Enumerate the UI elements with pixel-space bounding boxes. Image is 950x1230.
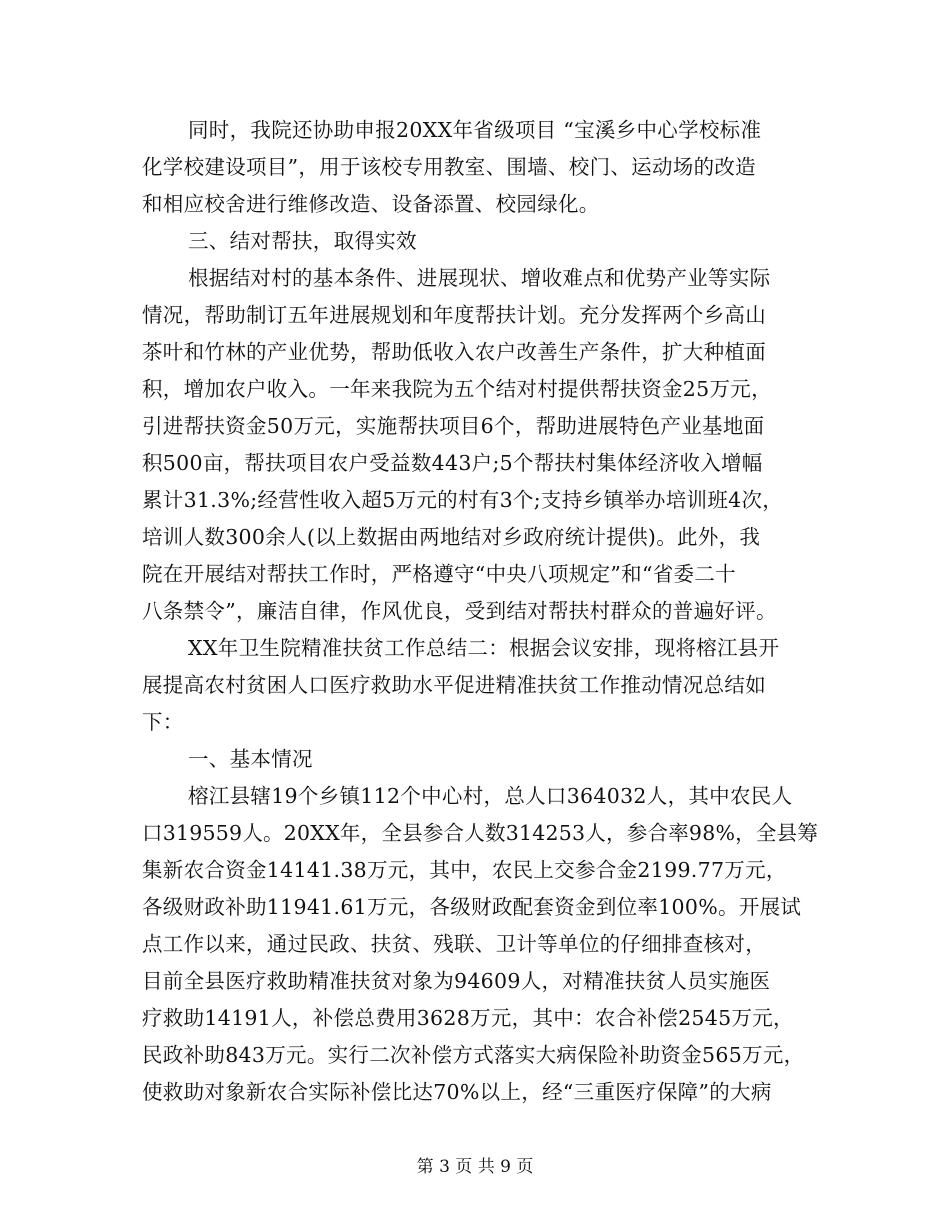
paragraph-line: 同时，我院还协助申报20XX年省级项目 “宝溪乡中心学校标准 bbox=[188, 118, 762, 142]
paragraph-line: 目前全县医疗救助精准扶贫对象为94609人，对精准扶贫人员实施医 bbox=[142, 969, 771, 993]
paragraph-line: 各级财政补助11941.61万元，各级财政配套资金到位率100%。开展试 bbox=[142, 895, 802, 919]
paragraph-line: 院在开展结对帮扶工作时，严格遵守“中央八项规定”和“省委二十 bbox=[142, 562, 736, 586]
paragraph-line: 化学校建设项目”，用于该校专用教室、围墙、校门、运动场的改造 bbox=[142, 155, 756, 179]
paragraph-line: 根据结对村的基本条件、进展现状、增收难点和优势产业等实际 bbox=[188, 266, 771, 290]
section-heading: 一、基本情况 bbox=[188, 747, 313, 771]
paragraph-line: 积，增加农户收入。一年来我院为五个结对村提供帮扶资金25万元， bbox=[142, 377, 772, 401]
paragraph-line: 民政补助843万元。实行二次补偿方式落实大病保险补助资金565万元， bbox=[142, 1043, 805, 1067]
paragraph-line: 集新农合资金14141.38万元，其中，农民上交参合金2199.77万元， bbox=[142, 858, 787, 882]
paragraph-line: XX年卫生院精准扶贫工作总结二：根据会议安排，现将榕江县开 bbox=[188, 636, 780, 660]
paragraph-line: 积500亩，帮扶项目农户受益数443户;5个帮扶村集体经济收入增幅 bbox=[142, 451, 763, 475]
paragraph-line: 疗救助14191人，补偿总费用3628万元，其中：农合补偿2545万元， bbox=[142, 1006, 794, 1030]
paragraph-line: 点工作以来，通过民政、扶贫、残联、卫计等单位的仔细排查核对， bbox=[142, 932, 766, 956]
paragraph-line: 使救助对象新农合实际补偿比达70%以上，经“三重医疗保障”的大病 bbox=[142, 1080, 772, 1104]
paragraph-line: 和相应校舍进行维修改造、设备添置、校园绿化。 bbox=[142, 192, 600, 216]
paragraph-line: 口319559人。20XX年，全县参合人数314253人，参合率98%，全县筹 bbox=[142, 821, 819, 845]
paragraph-line: 情况，帮助制订五年进展规划和年度帮扶计划。充分发挥两个乡高山 bbox=[142, 303, 766, 327]
paragraph-line: 培训人数300余人(以上数据由两地结对乡政府统计提供)。此外，我 bbox=[142, 525, 761, 549]
paragraph-line: 累计31.3%;经营性收入超5万元的村有3个;支持乡镇举办培训班4次， bbox=[142, 488, 784, 512]
paragraph-line: 下： bbox=[142, 710, 184, 734]
paragraph-line: 展提高农村贫困人口医疗救助水平促进精准扶贫工作推动情况总结如 bbox=[142, 673, 766, 697]
paragraph-line: 茶叶和竹林的产业优势，帮助低收入农户改善生产条件，扩大种植面 bbox=[142, 340, 766, 364]
section-heading: 三、结对帮扶，取得实效 bbox=[188, 229, 417, 253]
page-number-footer: 第 3 页 共 9 页 bbox=[416, 1157, 534, 1177]
paragraph-line: 榕江县辖19个乡镇112个中心村，总人口364032人，其中农民人 bbox=[188, 784, 793, 808]
paragraph-line: 引进帮扶资金50万元，实施帮扶项目6个，帮助进展特色产业基地面 bbox=[142, 414, 765, 438]
paragraph-line: 八条禁令”，廉洁自律，作风优良，受到结对帮扶村群众的普遍好评。 bbox=[142, 599, 777, 623]
